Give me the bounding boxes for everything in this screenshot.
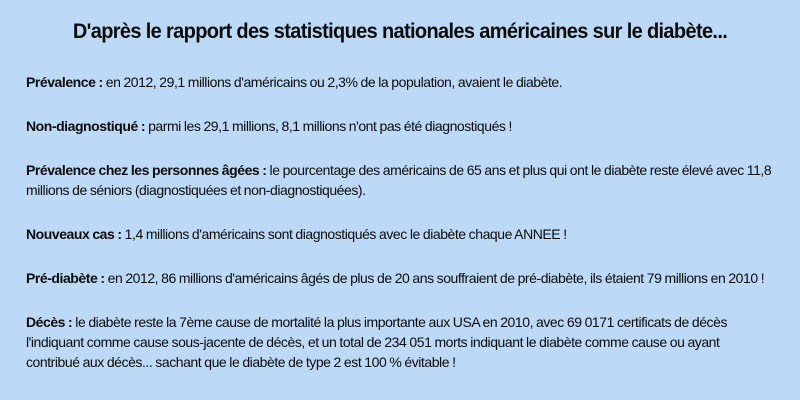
page-title: D'après le rapport des statistiques nationales américaines sur le diabète...: [72, 19, 728, 43]
section-label: Pré-diabète :: [26, 270, 105, 286]
section-elderly-prevalence: [26, 160, 774, 200]
section-label: Décès :: [26, 314, 73, 330]
section-text: 1,4 millions d'américains sont diagnostiqués avec le diabète chaque ANNEE !: [121, 226, 567, 242]
section-text: le pourcentage des américains de 65 ans et plus qui ont le diabète reste élevé avec 11,8 millions de séniors (diagnostiquées et non-diagnostiquées).: [26, 162, 772, 198]
section-new-cases: [26, 224, 774, 244]
section-prediabetes: [26, 268, 774, 288]
section-label: Non-diagnostiqué :: [26, 118, 146, 134]
statistics-list: [26, 72, 774, 372]
section-prevalence: [26, 72, 774, 92]
section-deaths: [26, 312, 774, 372]
section-undiagnosed: [26, 116, 774, 136]
section-text: en 2012, 86 millions d'américains âgés de plus de 20 ans souffraient de pré-diabète, ils étaient 79 millions en 2010 !: [104, 270, 765, 286]
section-label: Prévalence :: [26, 74, 103, 90]
section-label: Nouveaux cas :: [26, 226, 122, 242]
section-text: parmi les 29,1 millions, 8,1 millions n'ont pas été diagnostiqués !: [145, 118, 512, 134]
section-label: Prévalence chez les personnes âgées :: [26, 162, 267, 178]
section-text: le diabète reste la 7ème cause de mortalité la plus importante aux USA en 2010, avec 69 0171 certificats de décès l'indiquant comme cause sous-jacente de décès, et un total de 234 051 morts indiquant le diabète comme cause ou ayant contribué aux décès... sachant que le diabète de type 2 est 100 % évitable !: [26, 314, 727, 370]
section-text: en 2012, 29,1 millions d'américains ou 2,3% de la population, avaient le diabète.: [102, 74, 563, 90]
